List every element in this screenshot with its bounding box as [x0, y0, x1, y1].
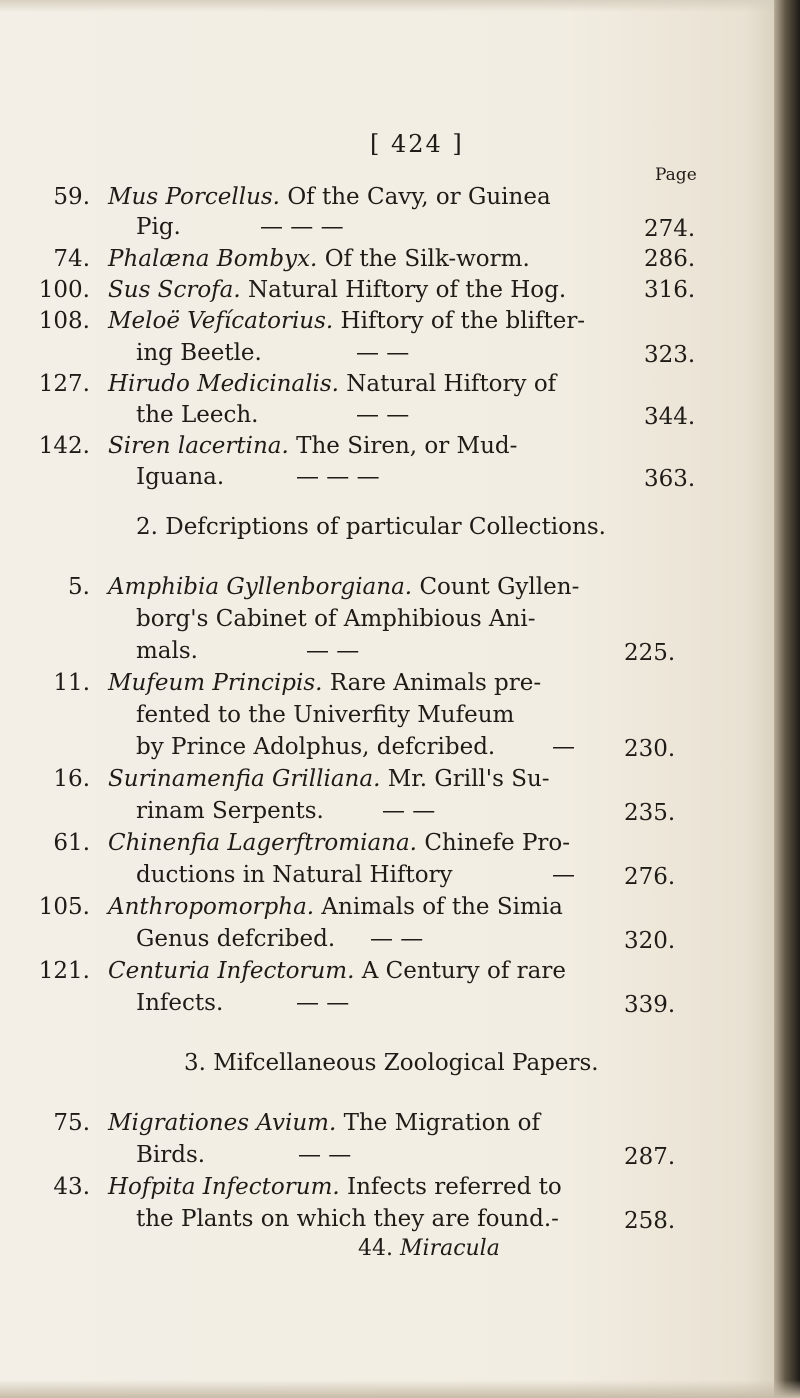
entry-desc: Count Gyllen-	[419, 574, 580, 600]
entry-page: 316.	[644, 277, 696, 303]
entry-text	[108, 956, 566, 987]
leader-dashes: —	[552, 862, 575, 888]
entry-page: 339.	[624, 992, 676, 1018]
entry-title: Mus Porcellus.	[108, 184, 280, 210]
entry-desc: Infects referred to	[347, 1174, 562, 1200]
entry-desc: Chinefe Pro-	[424, 830, 571, 856]
catchword-title: Miracula	[400, 1236, 500, 1261]
entry-text	[108, 244, 530, 275]
entry-desc-cont: ductions in Natural Hiftory	[136, 862, 453, 888]
leader-dashes: —	[552, 734, 575, 760]
entry-page: 230.	[624, 736, 676, 762]
entry-desc-cont: mals.	[136, 638, 198, 664]
leader-dashes: — —	[356, 402, 410, 428]
entry-desc: Natural Hiftory of	[346, 371, 557, 397]
entry-text	[108, 431, 517, 462]
entry-number: 5.	[68, 574, 90, 600]
entry-desc-cont: ing Beetle.	[136, 340, 262, 366]
entry-number: 121.	[38, 958, 90, 984]
entry-text	[108, 182, 551, 213]
leader-dashes: — — —	[260, 214, 344, 240]
entry-desc: Animals of the Simia	[321, 894, 563, 920]
entry-desc-cont: the Leech.	[136, 402, 259, 428]
entry-number: 43.	[53, 1174, 90, 1200]
entry-text	[108, 892, 563, 923]
entry-desc: The Migration of	[343, 1110, 540, 1136]
entry-desc-cont: Genus defcribed.	[136, 926, 336, 952]
entry-title: Meloë Vefícatorius.	[108, 308, 334, 334]
leader-dashes: — —	[382, 798, 436, 824]
entry-title: Amphibia Gyllenborgiana.	[108, 574, 413, 600]
entry-text	[108, 764, 550, 795]
entry-desc-cont: the Plants on which they are found.-	[136, 1206, 559, 1232]
entry-title: Chinenfia Lagerftromiana.	[108, 830, 417, 856]
entry-desc: Mr. Grill's Su-	[387, 766, 550, 792]
leader-dashes: — —	[306, 638, 360, 664]
entry-number: 11.	[53, 670, 90, 696]
entry-text	[108, 572, 579, 603]
entry-number: 16.	[53, 766, 90, 792]
entry-page: 274.	[644, 216, 696, 242]
section-heading-2: 2. Defcriptions of particular Collections.	[136, 514, 606, 540]
entry-page: 286.	[644, 246, 696, 272]
entry-desc-cont: borg's Cabinet of Amphibious Ani-	[136, 606, 536, 632]
leader-dashes: — —	[370, 926, 424, 952]
entry-desc-cont: Pig.	[136, 214, 181, 240]
entry-page: 320.	[624, 928, 676, 954]
entry-title: Migrationes Avium.	[108, 1110, 337, 1136]
entry-text	[108, 828, 570, 859]
entry-number: 105.	[38, 894, 90, 920]
entry-text	[108, 1108, 540, 1139]
leader-dashes: — —	[356, 340, 410, 366]
entry-desc-cont: fented to the Univerfity Mufeum	[136, 702, 515, 728]
entry-number: 75.	[53, 1110, 90, 1136]
bottom-shadow	[0, 1380, 800, 1398]
leader-dashes: — —	[296, 990, 350, 1016]
top-shadow	[0, 0, 800, 12]
entry-desc-cont: rinam Serpents.	[136, 798, 324, 824]
entry-desc-cont: Iguana.	[136, 464, 225, 490]
entry-title: Sus Scrofa.	[108, 277, 241, 303]
entry-title: Siren lacertina.	[108, 433, 289, 459]
entry-title: Hirudo Medicinalis.	[108, 371, 339, 397]
leader-dashes: — —	[298, 1142, 352, 1168]
entry-page: 276.	[624, 864, 676, 890]
entry-page: 287.	[624, 1144, 676, 1170]
entry-desc: Of the Silk-worm.	[324, 246, 530, 272]
entry-text	[108, 1172, 562, 1203]
entry-number: 142.	[38, 433, 90, 459]
page-column-label: Page	[655, 165, 697, 185]
entry-text	[108, 275, 566, 306]
entry-number: 74.	[53, 246, 90, 272]
entry-title: Anthropomorpha.	[108, 894, 315, 920]
entry-desc: Hiftory of the blifter-	[340, 308, 586, 334]
entry-page: 235.	[624, 800, 676, 826]
entry-desc: A Century of rare	[361, 958, 566, 984]
entry-page: 225.	[624, 640, 676, 666]
binding-edge	[774, 0, 800, 1398]
entry-title: Phalæna Bombyx.	[108, 246, 318, 272]
catchword	[358, 1236, 500, 1261]
page-number: [ 424 ]	[370, 130, 464, 158]
section-heading-3: 3. Mifcellaneous Zoological Papers.	[184, 1050, 599, 1076]
entry-title: Centuria Infectorum.	[108, 958, 355, 984]
entry-title: Hofpita Infectorum.	[108, 1174, 340, 1200]
entry-number: 61.	[53, 830, 90, 856]
entry-page: 344.	[644, 404, 696, 430]
entry-page: 258.	[624, 1208, 676, 1234]
entry-number: 127.	[38, 371, 90, 397]
catchword-number: 44.	[358, 1236, 393, 1261]
entry-text	[108, 668, 541, 699]
entry-desc: Of the Cavy, or Guinea	[287, 184, 551, 210]
entry-title: Mufeum Principis.	[108, 670, 323, 696]
entry-text	[108, 369, 556, 400]
entry-desc-cont: Birds.	[136, 1142, 206, 1168]
entry-page: 363.	[644, 466, 696, 492]
entry-number: 108.	[38, 308, 90, 334]
entry-title: Surinamenfia Grilliana.	[108, 766, 381, 792]
entry-text	[108, 306, 585, 337]
entry-desc: Rare Animals pre-	[329, 670, 542, 696]
entry-desc: Natural Hiftory of the Hog.	[248, 277, 567, 303]
entry-desc-cont: Infects.	[136, 990, 224, 1016]
leader-dashes: — — —	[296, 464, 380, 490]
entry-number: 100.	[38, 277, 90, 303]
entry-desc: The Siren, or Mud-	[296, 433, 518, 459]
entry-page: 323.	[644, 342, 696, 368]
entry-desc-cont: by Prince Adolphus, defcribed.	[136, 734, 496, 760]
entry-number: 59.	[53, 184, 90, 210]
